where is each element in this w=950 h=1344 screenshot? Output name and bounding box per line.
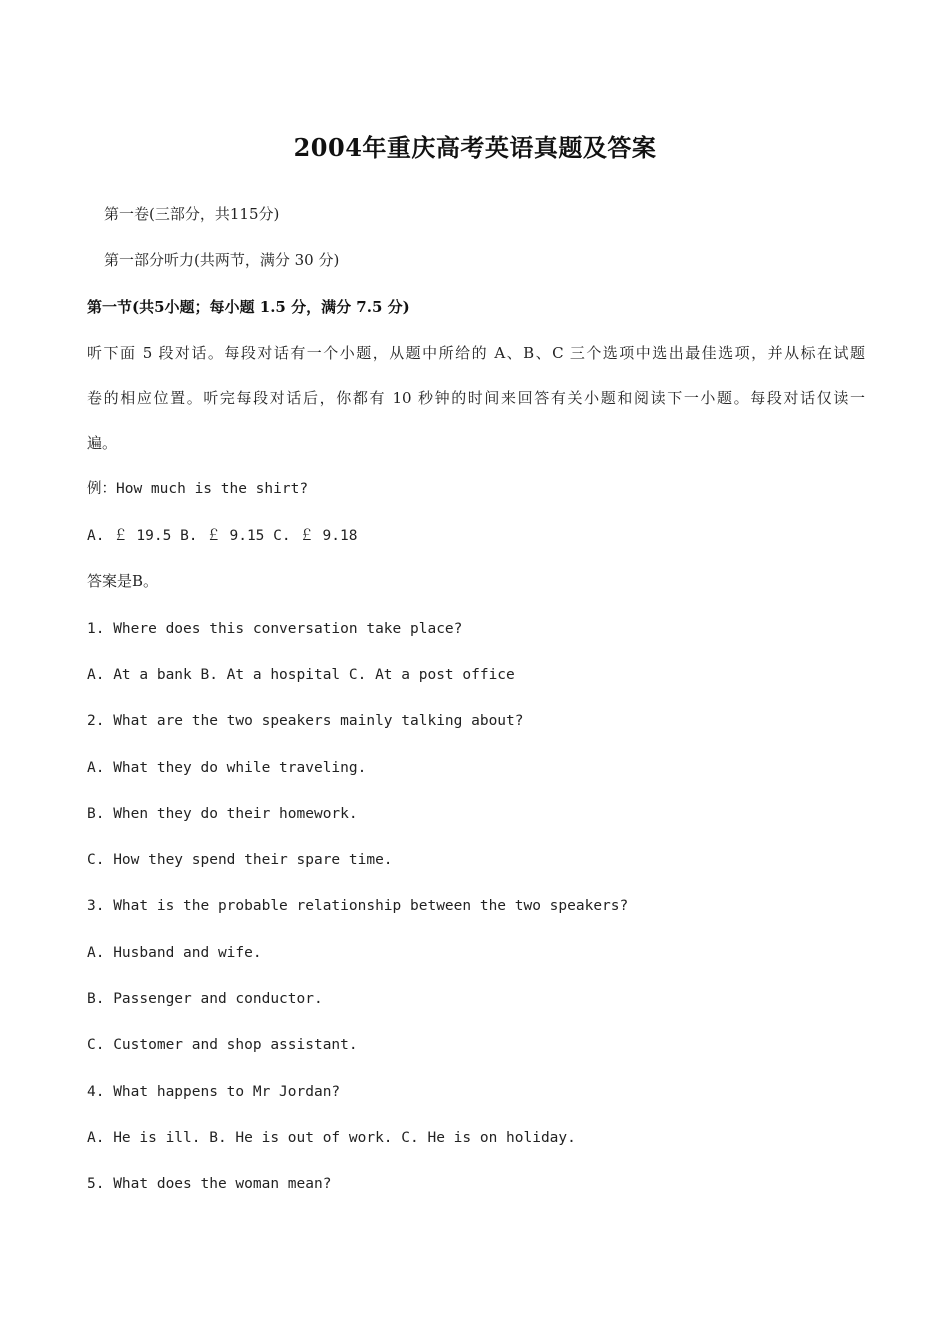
question-3-option-c: C. Customer and shop assistant. bbox=[87, 1037, 358, 1053]
question-1-stem: 1. Where does this conversation take place? bbox=[87, 621, 463, 637]
question-2-option-c: C. How they spend their spare time. bbox=[87, 852, 393, 868]
question-3-option-a: A. Husband and wife. bbox=[87, 945, 262, 961]
paper-header: 第一卷(三部分，共115分) bbox=[104, 205, 280, 223]
section-header: 第一节(共5小题；每小题 1.5 分，满分 7.5 分) bbox=[87, 298, 410, 316]
question-2-stem: 2. What are the two speakers mainly talking about? bbox=[87, 713, 524, 729]
question-4-options: A. He is ill. B. He is out of work. C. He is on holiday. bbox=[87, 1130, 576, 1146]
example-question: 例：How much is the shirt? bbox=[87, 481, 309, 497]
instructions-line-2: 卷的相应位置。听完每段对话后，你都有 10 秒钟的时间来回答有关小题和阅读下一小题。每段对话仅读一 bbox=[87, 389, 865, 407]
example-options: A. ￡ 19.5 B. ￡ 9.15 C. ￡ 9.18 bbox=[87, 528, 358, 544]
question-1-options: A. At a bank B. At a hospital C. At a post office bbox=[87, 667, 515, 683]
instructions-line-3: 遍。 bbox=[87, 434, 118, 452]
question-2-option-a: A. What they do while traveling. bbox=[87, 760, 367, 776]
question-3-option-b: B. Passenger and conductor. bbox=[87, 991, 323, 1007]
question-2-option-b: B. When they do their homework. bbox=[87, 806, 358, 822]
document-title: 2004年重庆高考英语真题及答案 bbox=[293, 133, 657, 162]
instructions-line-1: 听下面 5 段对话。每段对话有一个小题，从题中所给的 A、B、C 三个选项中选出最佳选项，并从标在试题 bbox=[87, 344, 865, 362]
question-5-stem: 5. What does the woman mean? bbox=[87, 1176, 332, 1192]
part-header: 第一部分听力(共两节，满分 30 分) bbox=[104, 251, 340, 269]
question-3-stem: 3. What is the probable relationship between the two speakers? bbox=[87, 898, 629, 914]
question-4-stem: 4. What happens to Mr Jordan? bbox=[87, 1084, 341, 1100]
example-answer: 答案是B。 bbox=[87, 572, 159, 590]
